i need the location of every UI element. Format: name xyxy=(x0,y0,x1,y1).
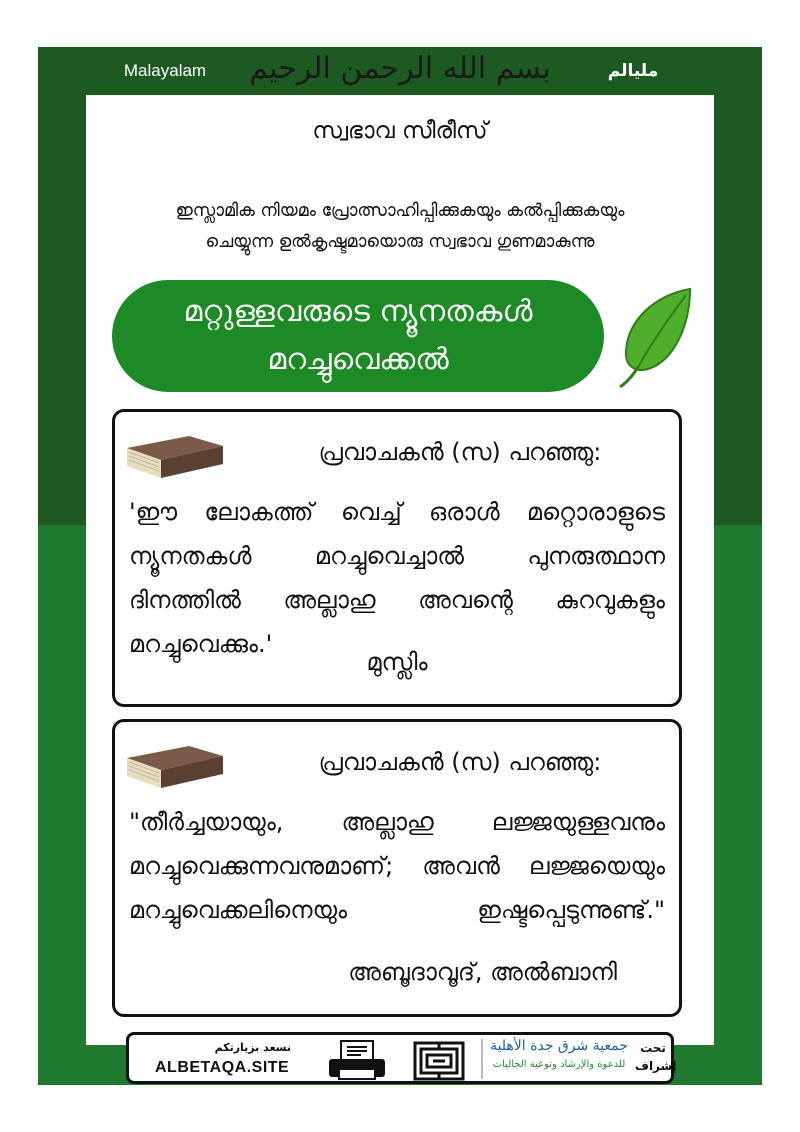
organization-subtitle: للدعوة والإرشاد وتوعية الجاليات xyxy=(492,1059,626,1070)
visit-text: نسعد بزيارتكم xyxy=(214,1041,291,1054)
series-title: സ്വഭാവ സീരീസ് xyxy=(312,118,488,144)
intro-line-1: ഇസ്ലാമിക നിയമം പ്രോത്സാഹിപ്പിക്കുകയും കൽപ്പിക്കുകയും xyxy=(175,201,625,221)
kufic-logo-icon xyxy=(411,1039,467,1087)
basmala-calligraphy: بسم الله الرحمن الرحيم xyxy=(249,50,551,86)
topic-banner xyxy=(112,280,604,392)
book-icon xyxy=(123,426,227,488)
hadith-text: "തീർച്ചയായും, അല്ലാഹു ലജ്ജയുള്ളവനും മറച്ചുവെക്കുന്നവനുമാണ്; അവൻ ലജ്ജയെയും മറച്ചുവെക്കലിനെയും ഇഷ്ടപ്പെടുന്നുണ്ട്." xyxy=(129,808,665,924)
topic-line-1: മറ്റുള്ളവരുടെ ന്യൂനതകൾ xyxy=(183,294,533,329)
leaf-icon xyxy=(616,285,696,395)
hadith-source: മുസ്ലിം xyxy=(366,648,428,676)
site-link[interactable]: ALBETAQA.SITE xyxy=(155,1059,290,1076)
intro-text xyxy=(86,196,714,258)
footer-divider xyxy=(481,1039,483,1079)
hadith-source: അബൂദാവൂദ്, അൽബാനി xyxy=(348,958,617,986)
hadith-heading: പ്രവാചകൻ (സ) പറഞ്ഞു: xyxy=(318,438,602,466)
intro-line-2: ചെയ്യുന്ന ഉൽകൃഷ്ടമായൊരു സ്വഭാവ ഗുണമാകുന്നു xyxy=(205,232,595,252)
hadith-text: 'ഈ ലോകത്ത് വെച്ച് ഒരാൾ മറ്റൊരാളുടെ ന്യൂനതകൾ മറച്ചുവെച്ചാൽ പുനരുത്ഥാന ദിനത്തിൽ അല്ലാഹു അവന്റെ കുറവുകളും മറച്ചുവെക്കും.' xyxy=(129,498,665,658)
organization-name: جمعية شرق جدة الأهلية xyxy=(490,1038,628,1054)
topic-line-2: മറച്ചുവെക്കൽ xyxy=(267,342,449,377)
hadith-card-1 xyxy=(112,409,682,707)
hadith-card-2 xyxy=(112,719,682,1017)
language-label-english: Malayalam xyxy=(123,61,207,80)
language-label-arabic: مليالم xyxy=(607,61,659,81)
hadith-heading: പ്രവാചകൻ (സ) പറഞ്ഞു: xyxy=(318,748,602,776)
supervision-label: تحت إشراف xyxy=(635,1041,677,1073)
book-icon xyxy=(123,736,227,798)
printer-icon[interactable] xyxy=(325,1039,389,1087)
footer-bar xyxy=(126,1032,677,1084)
